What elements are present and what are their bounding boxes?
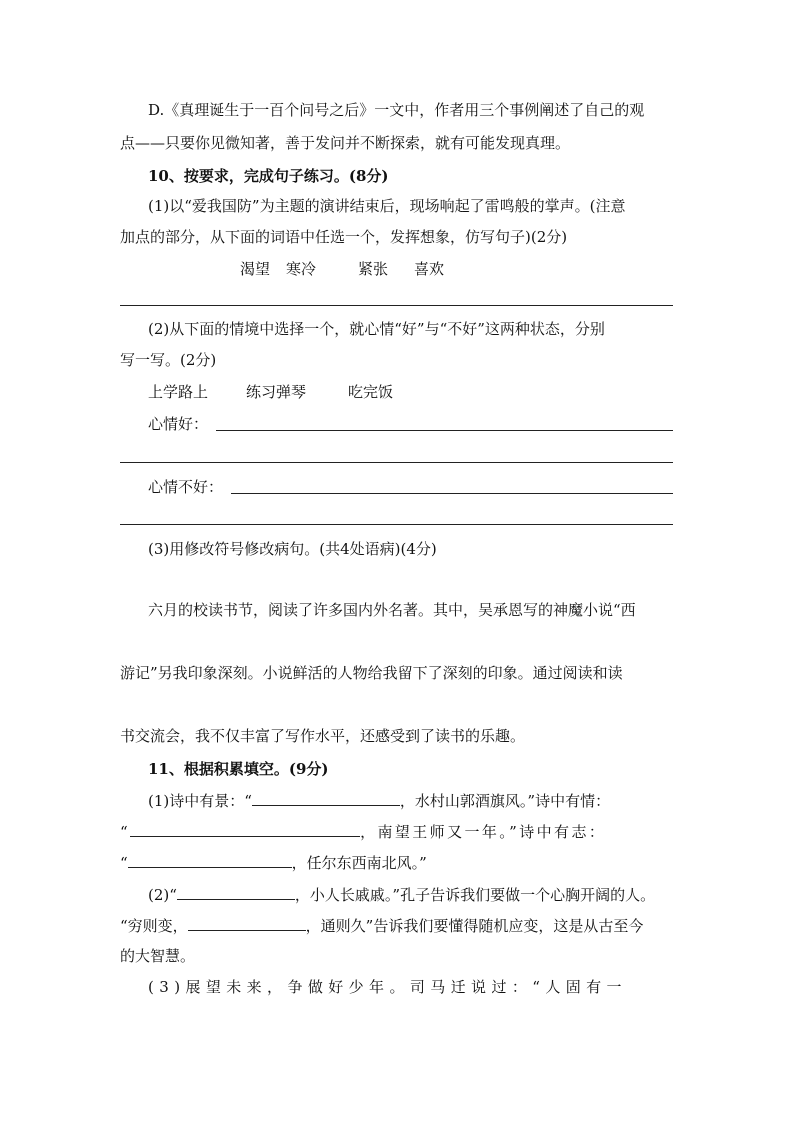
sick-sentence-line-1: 六月的校读书节，阅读了许多国内外名著。其中，吴承恩写的神魔小说“西 xyxy=(148,601,636,619)
word-option: 寒冷 xyxy=(286,260,317,278)
q11-p1-line-3: “ ，任尔东西南北风。” xyxy=(120,854,427,872)
q10-p1-line-2: 加点的部分，从下面的词语中任选一个，发挥想象，仿写句子)(2分) xyxy=(120,228,568,246)
q11-p2-line-2: “穷则变， ，通则久”告诉我们要懂得随机应变，这是从古至今 xyxy=(120,917,644,935)
q11-title: 11、根据积累填空。(9分) xyxy=(148,760,329,778)
q10-p3-title: (3)用修改符号修改病句。(共4处语病)(4分) xyxy=(148,540,437,558)
fill-blank[interactable] xyxy=(177,884,295,900)
option-d-line-2: 点——只要你见微知著，善于发问并不断探索，就有可能发现真理。 xyxy=(120,134,571,152)
fill-blank[interactable] xyxy=(252,790,400,806)
q10-title: 10、按要求，完成句子练习。(8分) xyxy=(148,167,389,185)
fill-blank[interactable] xyxy=(130,821,360,837)
bad-mood-label: 心情不好： xyxy=(148,478,224,496)
bad-mood-answer-line[interactable] xyxy=(231,493,673,494)
q10-scene-options xyxy=(148,382,393,402)
bad-mood-answer-line-2[interactable] xyxy=(120,524,673,525)
scene-option: 上学路上 xyxy=(148,383,209,401)
scene-option: 练习弹琴 xyxy=(246,383,307,401)
option-d-line-1: D.《真理诞生于一百个问号之后》一文中，作者用三个事例阐述了自己的观 xyxy=(148,101,645,119)
q10-p2-line-2: 写一写。(2分) xyxy=(120,351,217,369)
q10-word-options xyxy=(240,259,444,279)
q11-p2-line-3: 的大智慧。 xyxy=(120,947,196,965)
good-mood-label: 心情好： xyxy=(148,415,209,433)
fill-blank[interactable] xyxy=(188,915,306,931)
scene-option: 吃完饭 xyxy=(348,383,394,401)
word-option: 渴望 xyxy=(240,260,271,278)
q11-p1-line-2: “ ，南望王师又一年。”诗中有志： xyxy=(120,823,607,841)
sick-sentence-line-3: 书交流会，我不仅丰富了写作水平，还感受到了读书的乐趣。 xyxy=(120,727,526,745)
q10-p1-line-1: (1)以“爱我国防”为主题的演讲结束后，现场响起了雷鸣般的掌声。(注意 xyxy=(148,197,626,215)
answer-line[interactable] xyxy=(120,305,673,306)
word-option: 紧张 xyxy=(358,260,389,278)
fill-blank[interactable] xyxy=(128,852,292,868)
q10-p2-line-1: (2)从下面的情境中选择一个，就心情“好”与“不好”这两种状态，分别 xyxy=(148,320,605,338)
good-mood-answer-line-2[interactable] xyxy=(120,462,673,463)
q11-p2-line-1: (2)“ ，小人长戚戚。”孔子告诉我们要做一个心胸开阔的人。 xyxy=(148,886,656,904)
good-mood-answer-line[interactable] xyxy=(216,430,673,431)
q11-p1-line-1: (1)诗中有景：“ ，水村山郭酒旗风。”诗中有情： xyxy=(148,792,611,810)
q11-p3-line: (3)展望未来，争做好少年。司马迁说过：“人固有一 xyxy=(148,978,627,996)
word-option: 喜欢 xyxy=(414,260,445,278)
sick-sentence-line-2: 游记”另我印象深刻。小说鲜活的人物给我留下了深刻的印象。通过阅读和读 xyxy=(120,664,623,682)
